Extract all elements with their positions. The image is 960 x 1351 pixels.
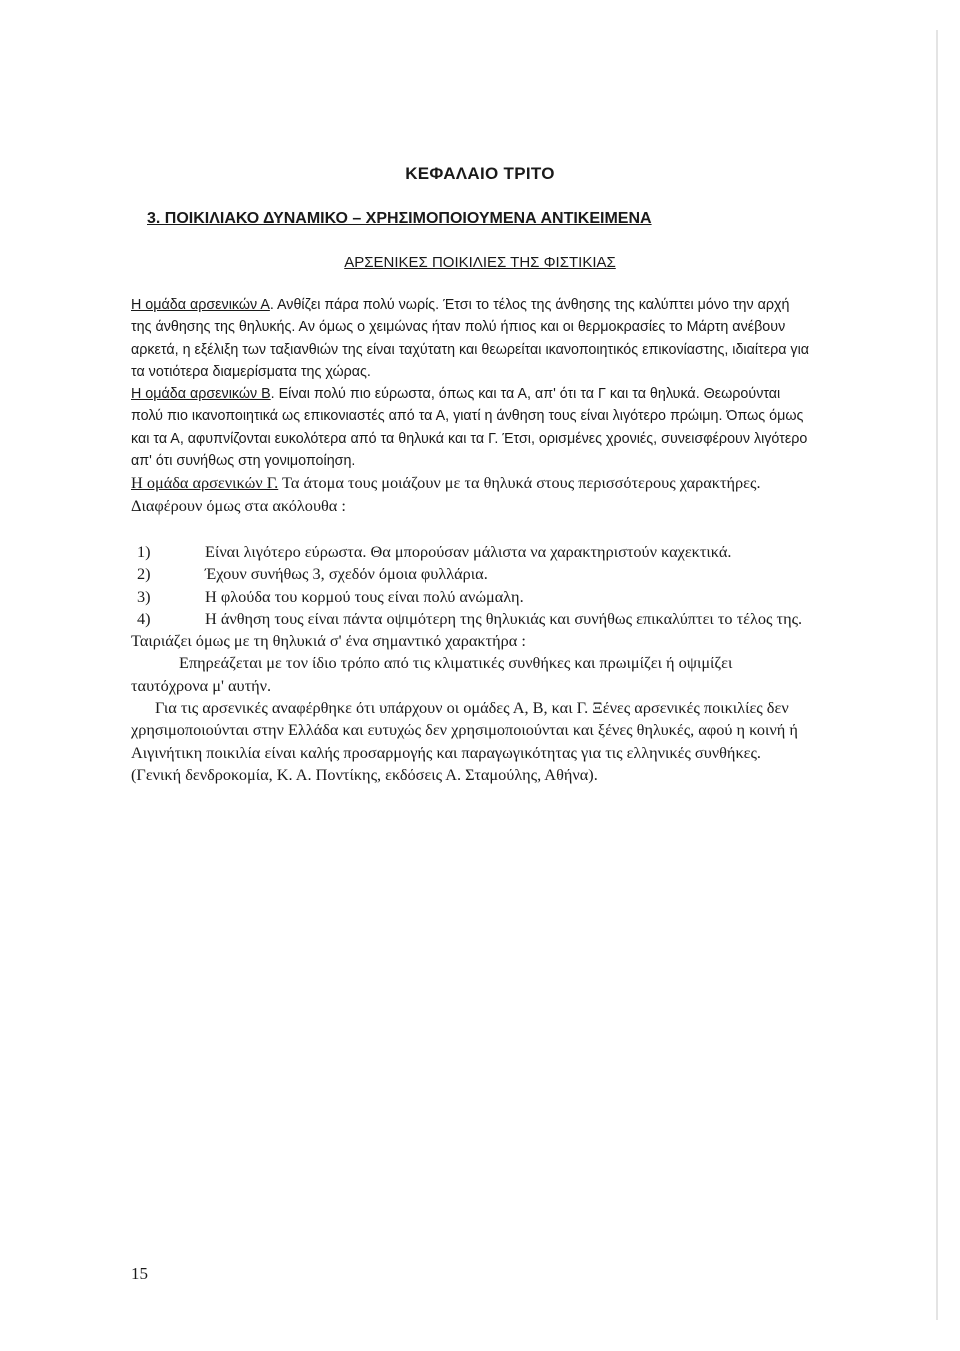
group-a-label: Η ομάδα αρσενικών Α <box>131 297 270 313</box>
list-item-text: Η άνθηση τους είναι πάντα οψιμότερη της θηλυκιάς και συνήθως επικαλύπτει το τέλος της. <box>205 608 803 628</box>
subsection-title: ΑΡΣΕΝΙΚΕΣ ΠΟΙΚΙΛΙΕΣ ΤΗΣ ΦΙΣΤΙΚΙΑΣ <box>344 254 616 271</box>
list-item-text: Έχουν συνήθως 3, σχεδόν όμοια φυλλάρια. <box>205 564 488 584</box>
group-c-text: Τα άτομα τους μοιάζουν με τα θηλυκά στους περισσότερους χαρακτήρες. Διαφέρουν όμως στα ακόλουθα : <box>131 473 761 515</box>
paragraph-affect: Επηρεάζεται με τον ίδιο τρόπο από τις κλιματικές συνθήκες και πρωιμίζει ή οψιμίζει ταυτόχρονα μ' αυτήν. <box>131 653 733 695</box>
group-b-text: . Είναι πολύ πιο εύρωστα, όπως και τα Α, απ' ότι τα Γ και τα θηλυκά. Θεωρούνται πολύ πιο ικανοποιητικά ως επικονιαστές από τα Α, γιατί η άνθηση τους είναι λιγότερο πρώιμη. Όπως όμως και τα Α, αφυπνίζονται ευκολότερα από τα θηλυκά και τα Γ. Έτσι, ορισμένες χρονιές, συνεισφέρουν λιγότερο απ' ότι συνήθως στη γονιμοποίηση. <box>131 386 808 470</box>
chapter-title: ΚΕΦΑΛΑΙΟ ΤΡΙΤΟ <box>405 164 555 183</box>
list-item <box>131 541 811 563</box>
list-item <box>131 563 811 585</box>
group-a-text: . Ανθίζει πάρα πολύ νωρίς. Έτσι το τέλος της άνθησης της καλύπτει μόνο την αρχή της άνθησης της θηλυκής. Αν όμως ο χειμώνας ήταν πολύ ήπιος και οι θερμοκρασίες το Μάρτη ανέβουν αρκετά, η εξέλιξη των ταξιανθιών της είναι ταχύτατη και θεωρείται ικανοποιητικός επικονίαστης, ιδιαίτερα για τα νοτιότερα διαμερίσματα της χώρας. <box>131 297 810 380</box>
paragraph-group-a <box>131 294 811 383</box>
list-spacer <box>131 517 811 541</box>
body-text <box>131 294 811 786</box>
list-item-number: 3) <box>137 586 151 606</box>
paragraph-group-c <box>131 472 811 517</box>
group-c-label: Η ομάδα αρσενικών Γ. <box>131 473 279 493</box>
list-item-number: 2) <box>137 564 151 584</box>
paragraph-match: Ταιριάζει όμως με τη θηλυκιά σ' ένα σημαντικό χαρακτήρα : <box>131 631 526 651</box>
list-item-text: Είναι λιγότερο εύρωστα. Θα μπορούσαν μάλιστα να χαρακτηριστούν καχεκτικά. <box>205 541 732 561</box>
differences-list <box>131 541 811 630</box>
section-title: 3. ΠΟΙΚΙΛΙΑΚΟ ΔΥΝΑΜΙΚΟ – ΧΡΗΣΙΜΟΠΟΙΟΥΜΕΝΑ ΑΝΤΙΚΕΙΜΕΝΑ <box>147 210 652 227</box>
list-item <box>131 586 811 608</box>
paragraph-conclusion: Για τις αρσενικές αναφέρθηκε ότι υπάρχουν οι ομάδες Α, Β, και Γ. Ξένες αρσενικές ποικιλίες δεν χρησιμοποιούνται στην Ελλάδα και ευτυχώς δεν χρησιμοποιούνται και ξένες θηλυκές, αφού η κοινή ή Αιγινήτικη ποικιλία είναι καλής προσαρμογής και παραγωγικότητας για τις ελληνικές συνθήκες.(Γενική δενδροκομία, Κ. Α. Ποντίκης, εκδόσεις Α. Σταμούλης, Αθήνα). <box>131 698 798 784</box>
page-number: 15 <box>131 1264 148 1283</box>
group-b-label: Η ομάδα αρσενικών Β <box>131 386 271 403</box>
list-item-number: 1) <box>137 541 151 561</box>
list-item <box>131 608 811 630</box>
paragraph-group-b <box>131 383 811 472</box>
list-item-number: 4) <box>137 608 151 628</box>
list-item-text: Η φλούδα του κορμού τους είναι πολύ ανώμαλη. <box>205 586 524 606</box>
